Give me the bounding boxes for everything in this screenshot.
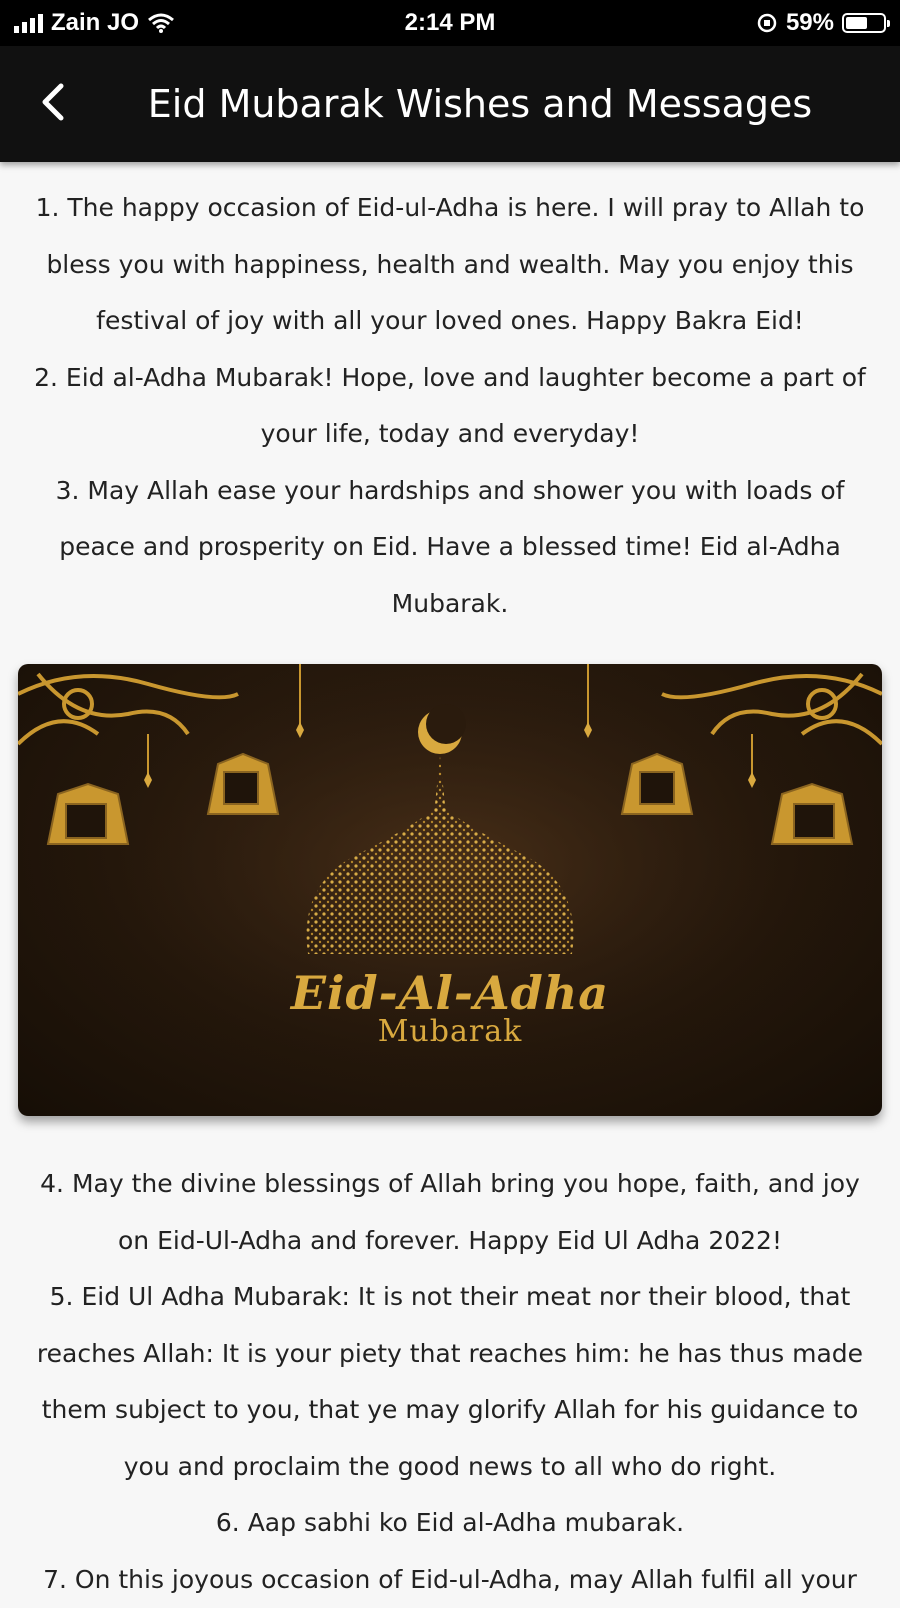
- app-bar: [0, 46, 900, 162]
- message-7: 7. On this joyous occasion of Eid-ul-Adha, may Allah fulfil all your: [28, 1552, 872, 1608]
- message-3: 3. May Allah ease your hardships and shower you with loads of peace and prosperity on Eid. Have a blessed time! Eid al-Adha Mubarak.: [28, 463, 872, 633]
- messages-top: [0, 162, 900, 632]
- message-4: 4. May the divine blessings of Allah bring you hope, faith, and joy on Eid-Ul-Adha and forever. Happy Eid Ul Adha 2022!: [28, 1156, 872, 1269]
- status-right: [756, 9, 886, 37]
- page-title: Eid Mubarak Wishes and Messages: [100, 82, 860, 126]
- battery-icon: [842, 13, 886, 33]
- message-1: 1. The happy occasion of Eid-ul-Adha is here. I will pray to Allah to bless you with happiness, health and wealth. May you enjoy this festival of joy with all your loved ones. Happy Bakra Eid!: [28, 180, 872, 350]
- battery-percent: 59%: [786, 9, 834, 37]
- eid-banner-image: [18, 664, 882, 1116]
- banner-subtitle: Mubarak: [18, 1014, 882, 1049]
- content-scroll-area[interactable]: [0, 162, 900, 1608]
- battery-level-fill: [846, 17, 867, 29]
- banner-title: Eid-Al-Adha: [18, 966, 882, 1020]
- back-button[interactable]: [22, 72, 82, 132]
- messages-bottom: [0, 1116, 900, 1608]
- status-bar: [0, 0, 900, 46]
- chevron-left-icon: [35, 82, 69, 122]
- carrier-label: Zain JO: [51, 9, 139, 37]
- message-2: 2. Eid al-Adha Mubarak! Hope, love and laughter become a part of your life, today and everyday!: [28, 350, 872, 463]
- message-6: 6. Aap sabhi ko Eid al-Adha mubarak.: [28, 1495, 872, 1552]
- orientation-lock-icon: [756, 12, 778, 34]
- status-time: 2:14 PM: [0, 9, 900, 37]
- message-5: 5. Eid Ul Adha Mubarak: It is not their meat nor their blood, that reaches Allah: It is your piety that reaches him: he has thus made them subject to you, that ye may glorify Allah for his guidance to you and proclaim the good news to all who do right.: [28, 1269, 872, 1495]
